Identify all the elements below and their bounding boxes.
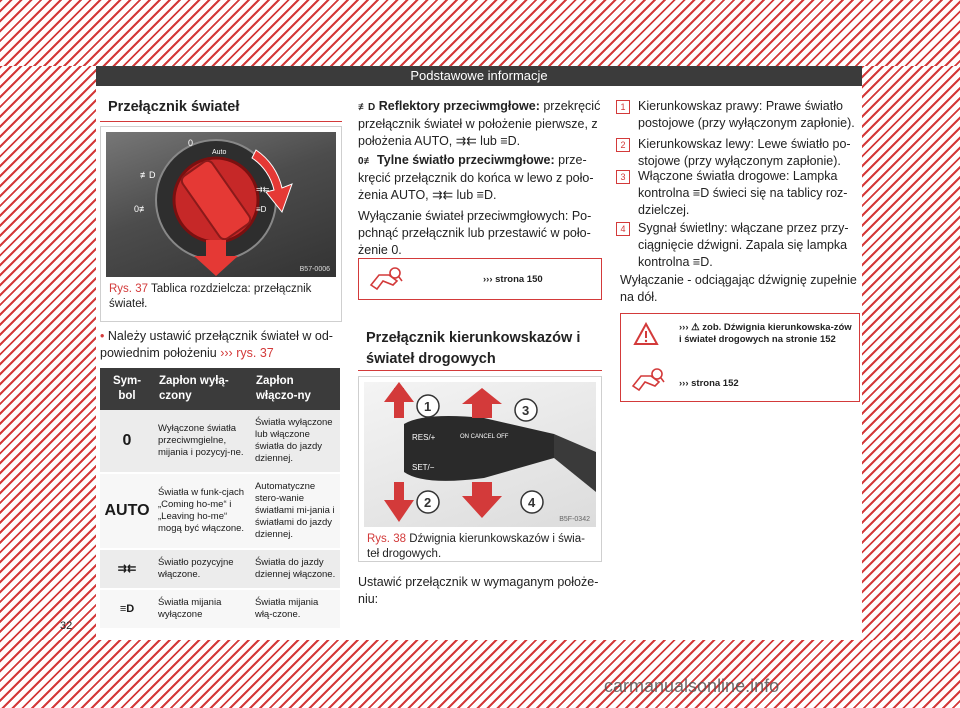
list-number-badge: 1 [616,100,630,114]
figure-37 [100,126,342,322]
note-page-link[interactable]: ››› strona 150 [483,274,543,285]
figure-caption-text: Tablica rozdzielcza: przełącznik świateł. [109,283,312,310]
callout-2: 2 [424,495,432,510]
hatch-border-top [0,0,960,66]
light-switch-dial-illustration [106,132,336,277]
hatch-border-right [862,66,960,640]
table-symbol: AUTO [100,473,154,549]
warning-note-box [620,313,860,402]
fog-front-text: przekręcić przełącznik świateł w położenie pierwsze, z położenia AUTO, ⇉⇇ lub ≡D. [358,99,601,148]
svg-text:⇉⇇: ⇉⇇ [256,185,270,194]
turn-signal-lever-photo [364,382,596,527]
figure-label: Rys. 38 [367,533,406,545]
symbol-table [100,368,340,630]
figure-reference-link[interactable]: rys. 37 [236,346,274,360]
table-header-symbol: Sym-bol [100,368,154,410]
table-cell-on: Światła wyłączone lub włączone światła do jazdy dziennej. [251,410,340,473]
svg-text:≢D: ≢D [140,170,156,180]
section-title-light-switch: Przełącznik świateł [108,99,240,115]
fog-rear-title: Tylne światło przeciwmgłowe: [377,153,555,167]
bullet-icon: • [100,329,105,343]
section-title-turn-signal: Przełącznik kierunkowskazów i świateł drogowych [366,330,581,367]
fog-front-title: Reflektory przeciwmgłowe: [378,99,540,113]
table-symbol: ≡D [100,589,154,629]
note-page-link[interactable]: ››› strona 152 [679,378,739,389]
instruction-body: Należy ustawić przełącznik świateł w od-powiednim położeniu [100,329,333,360]
table-row [100,549,340,589]
fog-rear-paragraph [358,152,602,204]
svg-text:≡D: ≡D [256,205,267,214]
hand-note-icon [369,265,403,293]
table-symbol: 0 [100,410,154,473]
table-header-row [100,368,340,410]
figure-caption-text: Dźwignia kierunkowskazów i świa-teł drogowych. [367,533,585,560]
dial-label-zero: 0 [188,138,194,148]
callout-1: 1 [424,399,432,414]
table-header-ignition-on: Zapłon włączo-ny [251,368,340,410]
turn-signal-lever-illustration [364,382,596,527]
fog-rear-text: prze-kręcić przełącznik do końca w lewo z poło-żenia AUTO, ⇉⇇ lub ≡D. [358,153,594,202]
dial-label-auto: Auto [212,149,227,156]
table-cell-on: Światła mijania włą-czone. [251,589,340,629]
list-item: Włączone światła drogowe: Lampka kontrolna ≡D świeci się na tablicy roz-dzielczej. [638,169,848,217]
fog-front-paragraph [358,98,602,150]
section-header: Podstawowe informacje [96,66,862,86]
lever-label-res: RES/+ [412,433,436,442]
table-row [100,473,340,549]
instruction-text [100,328,342,362]
hatch-border-bottom [0,640,960,708]
light-switch-photo [106,132,336,277]
list-number-badge: 2 [616,138,630,152]
table-row [100,589,340,629]
warning-link[interactable]: ››› ⚠ zob. Dźwignia kierunkowska-zów i świateł drogowych na stronie 152 [679,322,852,345]
page-number: 32 [60,620,73,632]
lever-instruction: Ustawić przełącznik w wymaganym położe-niu: [358,575,599,606]
fog-light-front-icon: ≢D [358,102,376,113]
callout-4: 4 [528,495,536,510]
table-cell-off: Światła w funk-cjach „Coming ho-me“ i „Leaving ho-me“ mogą być włączone. [154,473,251,549]
figure-label: Rys. 37 [109,283,148,295]
watermark: carmanualsonline.info [604,676,780,696]
figure-38 [358,376,602,562]
figure-code: B57-0006 [299,266,330,273]
table-cell-off: Światła mijania wyłączone [154,589,251,629]
figure-caption [109,282,335,312]
list-number-badge: 4 [616,222,630,236]
warning-triangle-icon [633,322,659,346]
fog-off-paragraph: Wyłączanie świateł przeciwmgłowych: Po-pchnąć przełącznik lub przestawić w poło-żenie 0. [358,209,592,257]
svg-text:0≢: 0≢ [134,204,149,214]
figure-caption [367,532,597,562]
note-box [358,258,602,300]
off-instruction: Wyłączanie - odciągając dźwignię zupełnie na dół. [620,273,857,304]
list-item: Kierunkowskaz lewy: Lewe światło po-stojowe (przy wyłączonym zapłonie). [638,137,851,168]
lever-label-top: ON CANCEL OFF [460,434,509,440]
hatch-border-left [0,66,96,640]
figure-code: B5F-0342 [559,516,590,523]
title-rule [100,121,342,122]
hand-note-icon [631,366,665,394]
list-item: Kierunkowskaz prawy: Prawe światło postojowe (przy wyłączonym zapłonie). [638,99,855,130]
title-rule [358,370,602,371]
lever-label-set: SET/− [412,463,435,472]
table-header-ignition-off: Zapłon wyłą-czony [154,368,251,410]
table-cell-on: Światła do jazdy dziennej włączone. [251,549,340,589]
list-number-badge: 3 [616,170,630,184]
table-cell-off: Światło pozycyjne włączone. [154,549,251,589]
fog-light-rear-icon: 0≢ [358,156,374,167]
table-cell-on: Automatyczne stero-wanie światłami mi-jania i światłami do jazdy dziennej. [251,473,340,549]
ref-arrow-icon: ››› [220,346,233,360]
list-item: Sygnał świetlny: włączane przez przy-ciągnięcie dźwigni. Zapala się lampka kontrolna ≡D. [638,221,849,269]
table-row [100,410,340,473]
table-symbol: ⇉⇇ [100,549,154,589]
table-cell-off: Wyłączone światła przeciwmgielne, mijania i pozycyj-ne. [154,410,251,473]
callout-3: 3 [522,403,530,418]
